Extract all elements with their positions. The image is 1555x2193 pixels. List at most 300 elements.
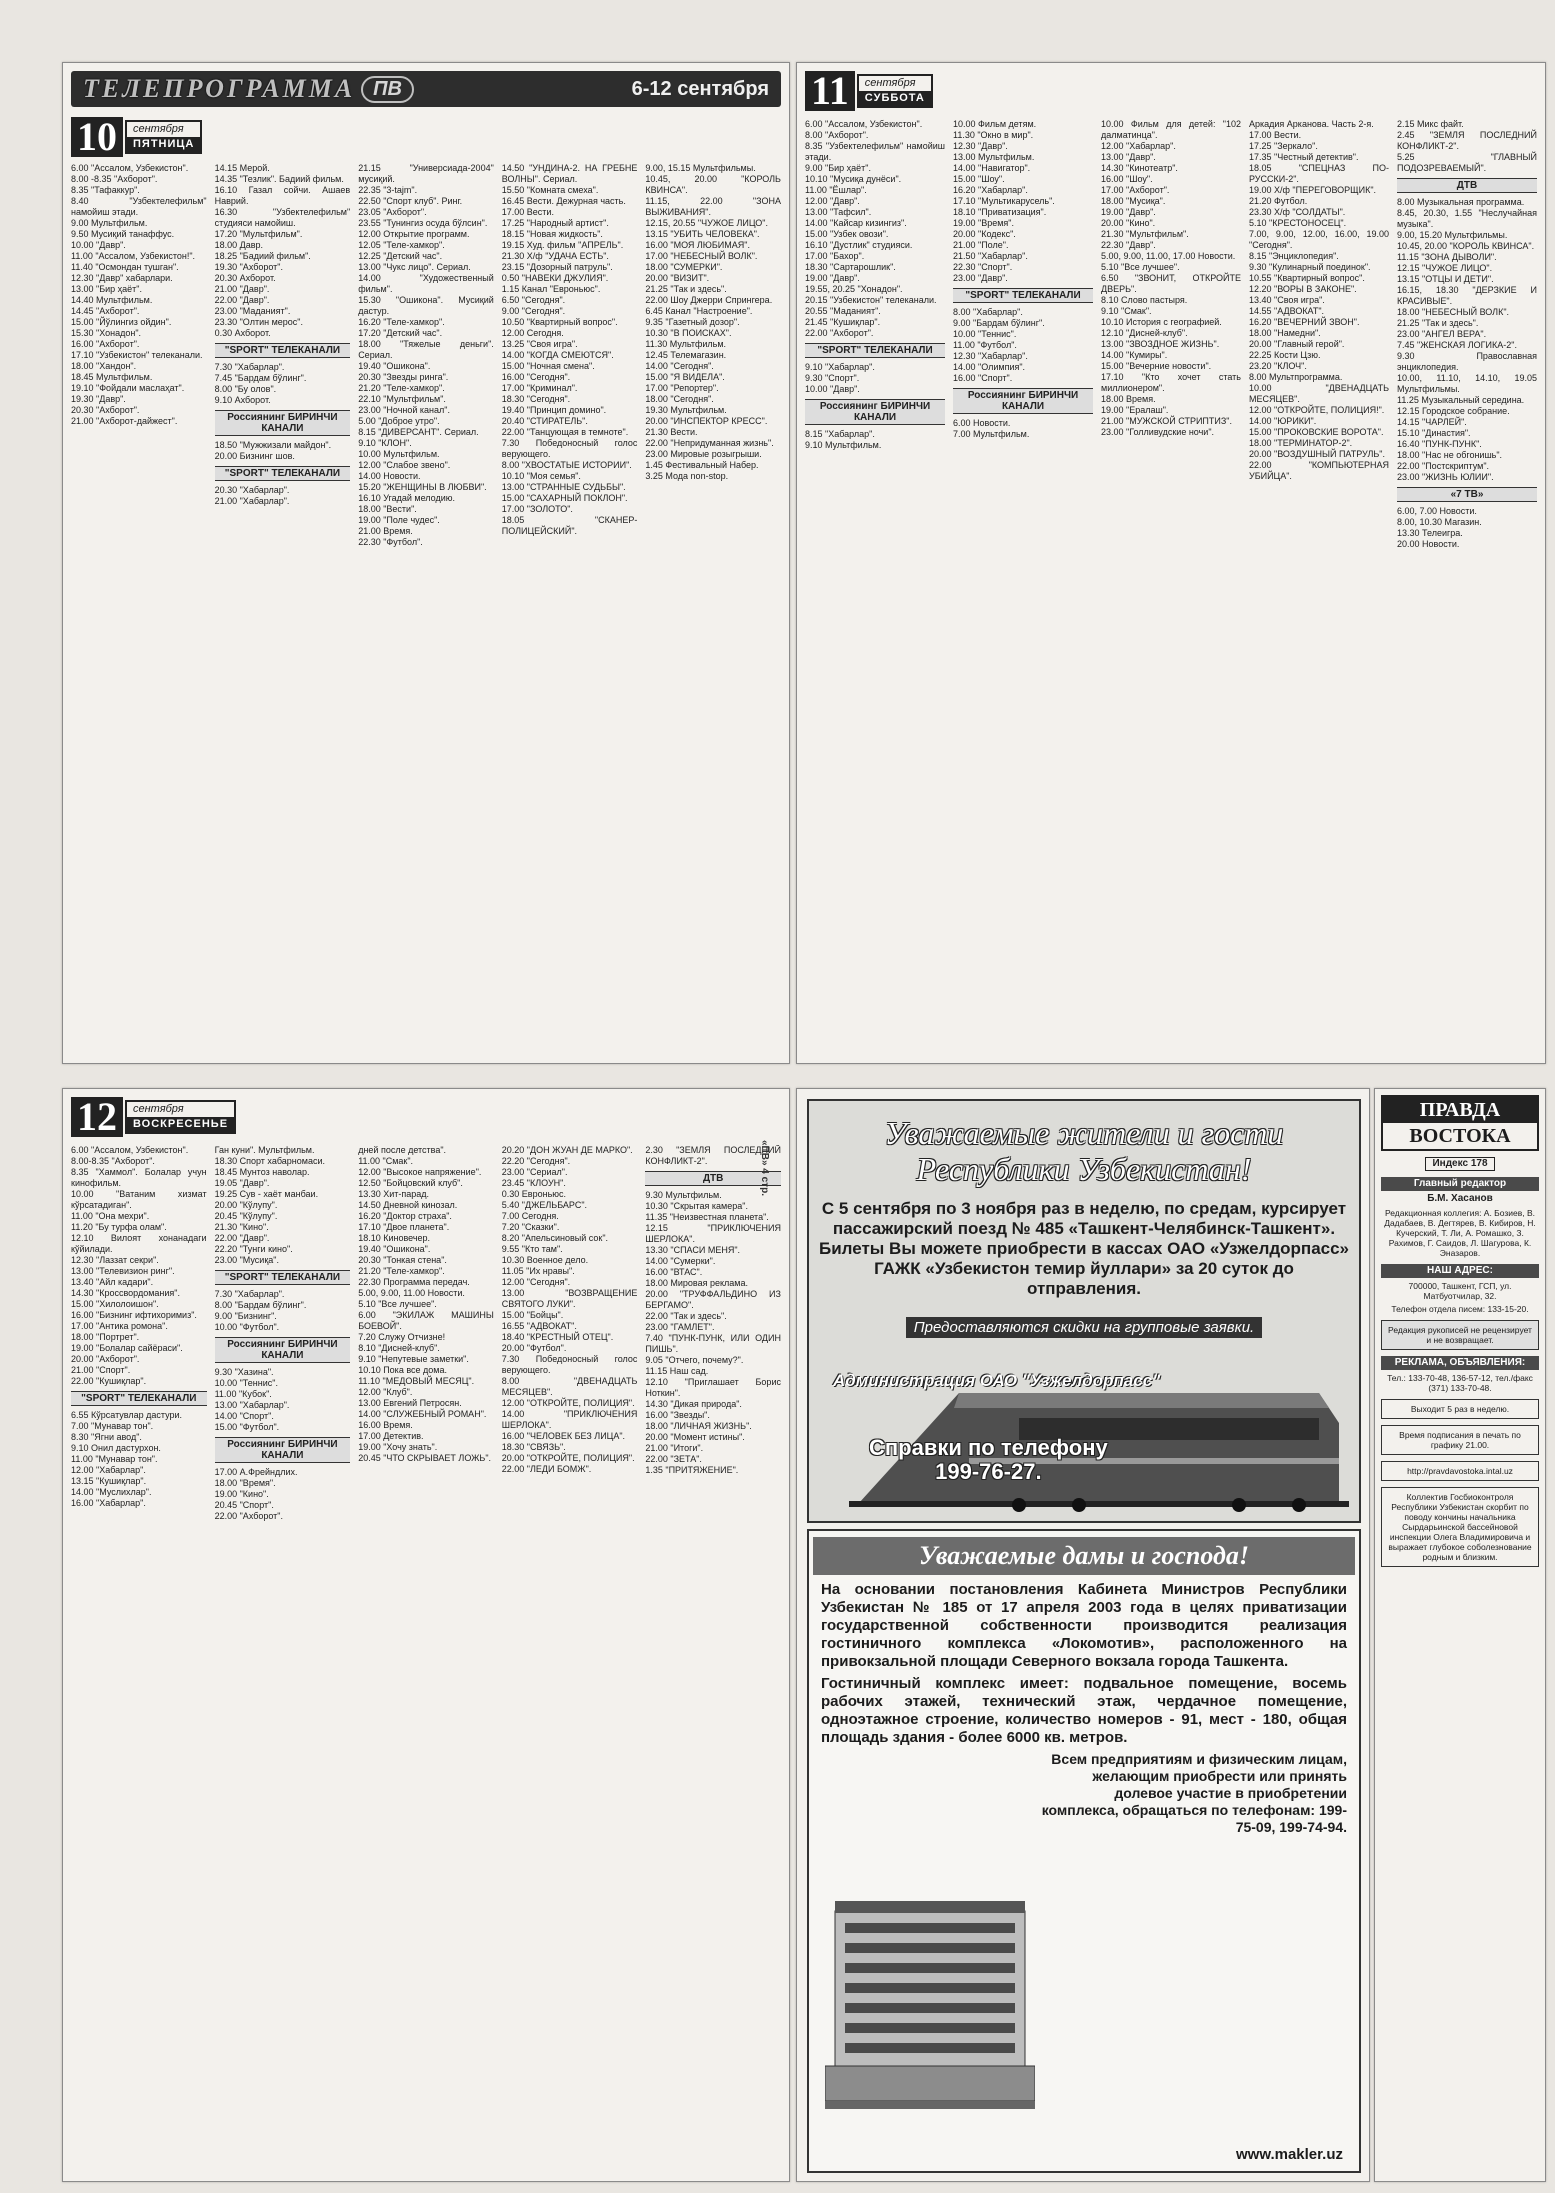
program-entry: 10.55 "Квартирный вопрос". bbox=[1249, 273, 1365, 283]
program-entry: 14.00 "КОГДА СМЕЮТСЯ". bbox=[501, 350, 614, 360]
program-entry: 16.00 "ЧЕЛОВЕК БЕЗ ЛИЦА". bbox=[501, 1431, 626, 1441]
channel-heading: ДТВ bbox=[645, 1171, 781, 1186]
train-ad-admin: Администрация ОАО "Узжелдорпасс" bbox=[833, 1371, 1161, 1390]
program-entry: 8.15 "Энциклопедия". bbox=[1249, 251, 1339, 261]
program-entry: 11.00 "Она мехри". bbox=[71, 1211, 150, 1221]
program-entry: 23.00 "Голливудские ночи". bbox=[1101, 427, 1215, 437]
schedule-column bbox=[502, 1145, 638, 2173]
program-entry: 12.30 "Давр". bbox=[953, 141, 1008, 151]
program-entry: 10.00 "Давр". bbox=[805, 384, 860, 394]
program-entry: 21.15 "Универсиада-2004" мусиқий. bbox=[358, 163, 494, 184]
program-entry: 16.00 "Бизнинг ифтихоримиз". bbox=[71, 1310, 197, 1320]
program-entry: 20.40 "СТИРАТЕЛЬ". bbox=[501, 416, 588, 426]
program-entry: 15.00 "САХАРНЫЙ ПОКЛОН". bbox=[501, 493, 628, 503]
publication-frequency: Выходит 5 раз в неделю. bbox=[1381, 1399, 1539, 1419]
program-entry: 8.00-8.35 "Ахборот". bbox=[71, 1156, 155, 1166]
program-entry: 19.10 "Фойдали маслаҳат". bbox=[71, 383, 185, 393]
program-entry: 14.00 "Художественный фильм". bbox=[358, 273, 494, 294]
program-entry: 9.10 "Смак". bbox=[1101, 306, 1152, 316]
program-entry: 16.10 Угадай мелодию. bbox=[358, 493, 455, 503]
program-entry: 7.00 Сегодня. bbox=[501, 1211, 559, 1221]
program-entry: 17.20 "Мультфильм". bbox=[214, 229, 303, 239]
program-entry: 13.00 "Хабарлар". bbox=[214, 1400, 290, 1410]
program-entry: 13.00 "ЗВОЗДНОЕ ЖИЗНЬ". bbox=[1101, 339, 1220, 349]
program-entry: 19.00 "Время". bbox=[953, 218, 1014, 228]
program-entry: 12.10 "Приглашает Борис Ноткин". bbox=[645, 1377, 781, 1398]
program-entry: 19.00 "Болалар сайёраси". bbox=[71, 1343, 183, 1353]
program-entry: 9.00 Мультфильм. bbox=[71, 218, 148, 228]
program-entry: 16.15, 18.30 "ДЕРЗКИЕ И КРАСИВЫЕ". bbox=[1397, 285, 1537, 306]
program-entry: 23.00 "Давр". bbox=[953, 273, 1008, 283]
program-entry: 15.00 "Я ВИДЕЛА". bbox=[645, 372, 725, 382]
program-entry: 13.15 "ОТЦЫ И ДЕТИ". bbox=[1397, 274, 1494, 284]
channel-heading: «7 ТВ» bbox=[1397, 487, 1537, 502]
program-entry: 22.25 Кости Цзю. bbox=[1249, 350, 1321, 360]
program-entry: 10.00 "Теннис". bbox=[953, 329, 1017, 339]
program-entry: 15.00 "Шоу". bbox=[953, 174, 1005, 184]
hotel-ad-intro: На основании постановления Кабинета Министров Республики Узбекистан № 185 от 17 апреля 2003 года в целях приватизации государственной собственности производится реализация гостиничного комплекса «Локомотив», расположенного на привокзальной площади Северного вокзала города Ташкента. bbox=[821, 1581, 1347, 1670]
program-entry: 12.50 "Бойцовский клуб". bbox=[358, 1178, 463, 1188]
program-entry: 15.00 "Йўлингиз ойдин". bbox=[71, 317, 172, 327]
banner-oval: ПВ bbox=[361, 76, 414, 103]
program-entry: 21.45 "Кушиқлар". bbox=[805, 317, 881, 327]
day-number: 11 bbox=[805, 71, 855, 111]
program-entry: 10.00, 11.10, 14.10, 19.05 Мультфильмы. bbox=[1397, 373, 1537, 394]
program-entry: 16.00 Время. bbox=[358, 1420, 413, 1430]
program-entry: 21.30 "Кино". bbox=[214, 1222, 269, 1232]
program-entry: 6.00 "ЭКИЛАЖ МАШИНЫ БОЕВОЙ". bbox=[358, 1310, 494, 1331]
page-ads bbox=[796, 1088, 1370, 2182]
program-entry: 10.00 "ДВЕНАДЦАТЬ МЕСЯЦЕВ". bbox=[1249, 383, 1389, 404]
program-entry: 20.00 "Ахборот". bbox=[71, 1354, 140, 1364]
program-entry: 14.30 "Кроссвордомания". bbox=[71, 1288, 180, 1298]
program-entry: 14.00 "Спорт". bbox=[214, 1411, 274, 1421]
program-entry: 10.30 "В ПОИСКАХ". bbox=[645, 328, 732, 338]
program-entry: 13.40 "Айл кадари". bbox=[71, 1277, 154, 1287]
program-entry: 22.30 "Футбол". bbox=[358, 537, 423, 547]
program-entry: 20.00 Бизнинг шов. bbox=[214, 451, 295, 461]
program-entry: 18.05 "СПЕЦНАЗ ПО-РУССКИ-2". bbox=[1249, 163, 1389, 184]
program-entry: 16.00 "Сегодня". bbox=[501, 372, 571, 382]
program-entry: 20.30 Ахборот. bbox=[214, 273, 276, 283]
program-entry: 12.05 "Теле-хамкор". bbox=[358, 240, 445, 250]
program-entry: 10.10 Пока все дома. bbox=[358, 1365, 447, 1375]
program-entry: 16.20 "Теле-хамкор". bbox=[358, 317, 445, 327]
program-entry: 17.00 Вести. bbox=[1249, 130, 1302, 140]
program-entry: 14.00 "ПРИКЛЮЧЕНИЯ ШЕРЛОКА". bbox=[501, 1409, 638, 1430]
program-entry: 10.00 "Ватаним хизмат кўрсатадиган". bbox=[71, 1189, 207, 1210]
program-entry: 19.00 "Кино". bbox=[214, 1489, 269, 1499]
program-entry: 15.30 "Ошикона". Мусиқий дастур. bbox=[358, 295, 494, 316]
program-entry: 22.30 Программа передач. bbox=[358, 1277, 470, 1287]
program-entry: 5.10 "Все лучшее". bbox=[358, 1299, 437, 1309]
program-entry: 11.00 "Мунавар тон". bbox=[71, 1454, 158, 1464]
program-entry: 20.00 "ВИЗИТ". bbox=[645, 273, 710, 283]
logo-line2: ВОСТОКА bbox=[1409, 1125, 1511, 1147]
website: http://pravdavostoka.intal.uz bbox=[1381, 1461, 1539, 1481]
program-entry: 6.00 "Ассалом, Узбекистон". bbox=[71, 1145, 189, 1155]
ads-heading: РЕКЛАМА, ОБЪЯВЛЕНИЯ: bbox=[1381, 1356, 1539, 1370]
program-entry: 22.35 "3-tajm". bbox=[358, 185, 418, 195]
program-entry: 8.00 "Бу олов". bbox=[214, 384, 277, 394]
program-entry: 11.15, 22.00 "ЗОНА ВЫЖИВАНИЯ". bbox=[645, 196, 781, 217]
program-entry: 19.40 "Принцип домино". bbox=[501, 405, 607, 415]
train-ad-phone-label: Справки по телефону bbox=[869, 1435, 1108, 1460]
program-entry: 16.00 "Ахборот". bbox=[71, 339, 140, 349]
program-entry: 20.15 "Узбекистон" телеканали. bbox=[805, 295, 937, 305]
schedule-column bbox=[1101, 119, 1241, 1055]
program-entry: 7.30 Победоносный голос верующего. bbox=[501, 1354, 638, 1375]
schedule-column bbox=[502, 163, 638, 1055]
program-entry: 12.00 "Давр". bbox=[805, 196, 860, 206]
program-entry: 13.00 "СТРАННЫЕ СУДЬБЫ". bbox=[501, 482, 626, 492]
schedule-column bbox=[358, 1145, 494, 2173]
program-entry: 8.00, 10.30 Магазин. bbox=[1397, 517, 1482, 527]
program-entry: 11.25 Музыкальный середина. bbox=[1397, 395, 1525, 405]
program-entry: 9.10 Ахборот. bbox=[214, 395, 271, 405]
program-entry: 22.00 Шоу Джерри Спрингера. bbox=[645, 295, 773, 305]
program-entry: 7.30 "Хабарлар". bbox=[214, 1289, 285, 1299]
day-month: сентября bbox=[864, 77, 916, 89]
program-entry: 19.25 Сув - хаёт манбаи. bbox=[214, 1189, 319, 1199]
program-entry: 12.25 "Детский час". bbox=[358, 251, 443, 261]
program-entry: 15.00 "Футбол". bbox=[214, 1422, 280, 1432]
program-entry: 14.15 Мерой. bbox=[214, 163, 270, 173]
program-entry: 22.00 "Кушиқлар". bbox=[71, 1376, 147, 1386]
day-number: 12 bbox=[71, 1097, 123, 1137]
program-entry: 7.30 "Хабарлар". bbox=[214, 362, 285, 372]
program-entry: 13.15 "УБИТЬ ЧЕЛОВЕКА". bbox=[645, 229, 760, 239]
program-entry: 10.00 "Теннис". bbox=[214, 1378, 278, 1388]
logo-line1: ПРАВДА bbox=[1383, 1097, 1537, 1123]
program-entry: 16.55 "АДВОКАТ". bbox=[501, 1321, 577, 1331]
program-entry: 18.25 "Бадиий фильм". bbox=[214, 251, 311, 261]
program-entry: 12.15 "ПРИКЛЮЧЕНИЯ ШЕРЛОКА". bbox=[645, 1223, 781, 1244]
program-entry: 5.10 "КРЕСТОНОСЕЦ". bbox=[1249, 218, 1347, 228]
program-entry: 10.10 "Мусиқа дунёси". bbox=[805, 174, 902, 184]
day-header-friday bbox=[71, 114, 202, 159]
program-entry: 23.00 "Ночной канал". bbox=[358, 405, 450, 415]
program-entry: 19.00 "Давр". bbox=[805, 273, 860, 283]
program-entry: 21.20 "Теле-хамкор". bbox=[358, 383, 445, 393]
program-entry: 12.15 Городское собрание. bbox=[1397, 406, 1510, 416]
program-entry: 23.00 "Сериал". bbox=[501, 1167, 568, 1177]
program-entry: 8.40 "Узбектелефильм" намойиш этади. bbox=[71, 196, 207, 217]
hotel-building-illustration bbox=[825, 1891, 1035, 2111]
program-entry: 12.30 "Лаззат секри". bbox=[71, 1255, 159, 1265]
program-entry: 6.00 "Ассалом, Узбекистон". bbox=[71, 163, 189, 173]
program-entry: 9.30 "Хазина". bbox=[214, 1367, 274, 1377]
schedule-column bbox=[1397, 119, 1537, 1055]
program-entry: 23.00 "АНГЕЛ ВЕРА". bbox=[1397, 329, 1487, 339]
program-entry: 8.00 -8.35 "Ахборот". bbox=[71, 174, 158, 184]
program-entry: 19.00 "Ералаш". bbox=[1101, 405, 1169, 415]
address-text: 700000, Ташкент, ГСП, ул. Матбуотчилар, 32. bbox=[1408, 1281, 1512, 1301]
program-entry: 20.30 "Тонкая стена". bbox=[358, 1255, 447, 1265]
program-entry: 14.00 "Кайсар кизингиз". bbox=[805, 218, 907, 228]
program-entry: 17.10 "Мультикарусель". bbox=[953, 196, 1055, 206]
program-entry: 8.15 "ДИВЕРСАНТ". Сериал. bbox=[358, 427, 479, 437]
channel-heading: "SPORT" ТЕЛЕКАНАЛИ bbox=[215, 1270, 351, 1285]
schedule-column bbox=[215, 163, 351, 1055]
program-entry: 18.00 Мировая реклама. bbox=[645, 1278, 748, 1288]
program-entry: 23.05 "Ахборот". bbox=[358, 207, 427, 217]
program-entry: 7.00, 9.00, 12.00, 16.00, 19.00 "Сегодня". bbox=[1249, 229, 1389, 250]
channel-heading: Россиянинг БИРИНЧИ КАНАЛИ bbox=[215, 410, 351, 436]
program-entry: 17.00 Детектив. bbox=[358, 1431, 424, 1441]
program-entry: 11.35 "Неизвестная планета". bbox=[645, 1212, 769, 1222]
program-entry: 13.00 Мультфильм. bbox=[953, 152, 1035, 162]
program-entry: 13.00 "Бир ҳаёт". bbox=[71, 284, 142, 294]
program-entry: 9.10 "Хабарлар". bbox=[805, 362, 875, 372]
hotel-advertisement bbox=[807, 1529, 1361, 2173]
program-entry: 17.00 "Бахор". bbox=[805, 251, 865, 261]
program-entry: 22.00 "Давр". bbox=[214, 1233, 270, 1243]
program-entry: 18.50 "Мужжизали майдон". bbox=[214, 440, 332, 450]
program-entry: 7.20 Служу Отчизне! bbox=[358, 1332, 446, 1342]
program-entry: 9.55 "Кто там". bbox=[501, 1244, 563, 1254]
program-entry: 22.00 "Постскриптум". bbox=[1397, 461, 1490, 471]
program-entry: 11.30 Мультфильм. bbox=[645, 339, 727, 349]
program-entry: 18.00 "ЛИЧНАЯ ЖИЗНЬ". bbox=[645, 1421, 752, 1431]
program-entry: 19.00 Х/ф "ПЕРЕГОВОРЩИК". bbox=[1249, 185, 1377, 195]
program-entry: 6.00 "Ассалом, Узбекистон". bbox=[805, 119, 923, 129]
program-entry: 17.00 "ЗОЛОТО". bbox=[501, 504, 573, 514]
program-entry: 11.00 "Смак". bbox=[358, 1156, 414, 1166]
program-entry: 12.15 "ЧУЖОЕ ЛИЦО". bbox=[1397, 263, 1493, 273]
program-entry: 22.00 "Танцующая в темноте". bbox=[501, 427, 629, 437]
program-entry: 10.00 "Футбол". bbox=[214, 1322, 280, 1332]
program-entry: 9.05 "Отчего, почему?". bbox=[645, 1355, 744, 1365]
program-entry: 14.00 "Сегодня". bbox=[645, 361, 714, 371]
program-entry: 20.00 "Футбол". bbox=[501, 1343, 567, 1353]
program-entry: 15.50 "Комната смеха". bbox=[501, 185, 599, 195]
program-entry: 13.15 "Кушиқлар". bbox=[71, 1476, 147, 1486]
program-entry: 12.15, 20.55 "ЧУЖОЕ ЛИЦО". bbox=[645, 218, 768, 228]
program-entry: 8.20 "Апельсиновый сок". bbox=[501, 1233, 609, 1243]
day-header-saturday bbox=[805, 68, 933, 113]
program-entry: 18.05 "СКАНЕР-ПОЛИЦЕЙСКИЙ". bbox=[501, 515, 638, 536]
program-entry: 9.10 "Непутевые заметки". bbox=[358, 1354, 469, 1364]
program-entry: 7.45 "ЖЕНСКАЯ ЛОГИКА-2". bbox=[1397, 340, 1517, 350]
program-entry: 11.00 "Футбол". bbox=[953, 340, 1017, 350]
program-entry: 23.00 "Маданият". bbox=[214, 306, 291, 316]
program-entry: 12.00 "Сегодня". bbox=[501, 1277, 571, 1287]
program-entry: 6.00 Новости. bbox=[953, 418, 1011, 428]
program-entry: 17.00 "Криминал". bbox=[501, 383, 578, 393]
program-entry: 14.35 "Тезлик". Бадиий фильм. bbox=[214, 174, 344, 184]
program-entry: 0.30 Евроньюс. bbox=[501, 1189, 567, 1199]
program-entry: 17.10 "Кто хочет стать миллионером". bbox=[1101, 372, 1241, 393]
hotel-ad-details: Гостиничный комплекс имеет: подвальное помещение, восемь рабочих этажей, технический этаж, чердачное помещение, одноэтажное строение, количество номеров - 91, мест - 180, общая площадь здания - более 6000 кв. метров. bbox=[821, 1675, 1347, 1746]
program-entry: 18.00 "ТЕРМИНАТОР-2". bbox=[1249, 438, 1353, 448]
program-entry: 3.25 Мода non-stop. bbox=[645, 471, 729, 481]
program-entry: 22.30 "Давр". bbox=[1101, 240, 1156, 250]
program-entry: 18.00 "Портрет". bbox=[71, 1332, 140, 1342]
program-entry: 15.00 "Вечерние новости". bbox=[1101, 361, 1212, 371]
program-entry: 19.55, 20.25 "Хонадон". bbox=[805, 284, 903, 294]
day-month: сентября bbox=[133, 123, 184, 135]
program-entry: 11.15 Наш сад. bbox=[645, 1366, 709, 1376]
program-entry: 10.50 "Квартирный вопрос". bbox=[501, 317, 618, 327]
hotel-ad-headline: Уважаемые дамы и господа! bbox=[813, 1537, 1355, 1575]
program-entry: 5.00 "Доброе утро". bbox=[358, 416, 440, 426]
program-entry: 16.20 "ВЕЧЕРНИЙ ЗВОН". bbox=[1249, 317, 1360, 327]
program-entry: 18.00 "Сегодня". bbox=[645, 394, 714, 404]
program-entry: 9.00 "Бизнинг". bbox=[214, 1311, 277, 1321]
program-entry: 18.10 "Приватизация". bbox=[953, 207, 1047, 217]
program-entry: 7.45 "Бардам бўлинг". bbox=[214, 373, 307, 383]
channel-heading: ДТВ bbox=[1397, 178, 1537, 193]
program-entry: 8.00 "Ахборот". bbox=[805, 130, 869, 140]
program-entry: 22.20 "Сегодня". bbox=[501, 1156, 571, 1166]
program-entry: 14.00 "СЛУЖЕБНЫЙ РОМАН". bbox=[358, 1409, 487, 1419]
program-entry: 9.30 "Кулинарный поединок". bbox=[1249, 262, 1371, 272]
program-entry: 21.00 "Поле". bbox=[953, 240, 1009, 250]
program-entry: 22.00 "КОМПЬЮТЕРНАЯ УБИЙЦА". bbox=[1249, 460, 1389, 481]
program-entry: 8.00 "ХВОСТАТЫЕ ИСТОРИИ". bbox=[501, 460, 632, 470]
banner-logo: ТЕЛЕПРОГРАММА bbox=[83, 74, 356, 103]
schedule-column bbox=[71, 163, 207, 1055]
program-entry: 10.30 Военное дело. bbox=[501, 1255, 589, 1265]
program-entry: 22.00 "Ахборот". bbox=[805, 328, 874, 338]
program-entry: 13.00 Евгений Петросян. bbox=[358, 1398, 462, 1408]
program-entry: 10.45, 20.00 "КОРОЛЬ КВИНСА". bbox=[645, 174, 781, 195]
program-entry: 11.00 "Ёшлар". bbox=[805, 185, 867, 195]
program-entry: 10.30 "Скрытая камера". bbox=[645, 1201, 748, 1211]
program-entry: 23.20 "КЛОЧ". bbox=[1249, 361, 1307, 371]
program-entry: 9.30 "Спорт". bbox=[805, 373, 860, 383]
program-entry: 16.00 "Спорт". bbox=[953, 373, 1013, 383]
program-entry: Ган куни". Мультфильм. bbox=[214, 1145, 315, 1155]
program-entry: 18.00 "Намедни". bbox=[1249, 328, 1321, 338]
program-entry: 22.00 "Давр". bbox=[214, 295, 270, 305]
channel-heading: Россиянинг БИРИНЧИ КАНАЛИ bbox=[215, 1337, 351, 1363]
program-entry: 12.00 "Клуб". bbox=[358, 1387, 413, 1397]
program-entry: 6.50 "ЗВОНИТ, ОТКРОЙТЕ ДВЕРЬ". bbox=[1101, 273, 1241, 294]
channel-heading: "SPORT" ТЕЛЕКАНАЛИ bbox=[805, 343, 945, 358]
program-entry: 17.10 "Узбекистон" телеканали. bbox=[71, 350, 203, 360]
program-entry: 13.30 Телеигра. bbox=[1397, 528, 1463, 538]
program-entry: 14.00 "Кумиры". bbox=[1101, 350, 1168, 360]
program-entry: 13.00 "Тафсил". bbox=[805, 207, 872, 217]
program-entry: 14.15 "ЧАРЛЕЙ". bbox=[1397, 417, 1467, 427]
address-heading: НАШ АДРЕС: bbox=[1381, 1264, 1539, 1278]
program-entry: 9.00, 15.15 Мультфильмы. bbox=[645, 163, 756, 173]
program-entry: 19.40 "Ошикона". bbox=[358, 361, 431, 371]
schedule-column bbox=[71, 1145, 207, 2173]
program-entry: 13.00 "Чукс лицо". Сериал. bbox=[358, 262, 471, 272]
program-entry: 11.00 "Кубок". bbox=[214, 1389, 272, 1399]
program-entry: 23.45 "КЛОУН". bbox=[501, 1178, 566, 1188]
program-entry: 21.20 "Теле-хамкор". bbox=[358, 1266, 445, 1276]
program-entry: 17.25 "Народный артист". bbox=[501, 218, 609, 228]
schedule-columns-friday bbox=[71, 163, 781, 1055]
program-entry: 18.00 "НЕБЕСНЫЙ ВОЛК". bbox=[1397, 307, 1510, 317]
program-entry: 22.50 "Спорт клуб". Ринг. bbox=[358, 196, 463, 206]
program-entry: 23.30 Х/ф "СОЛДАТЫ". bbox=[1249, 207, 1346, 217]
program-entry: 2.45 "ЗЕМЛЯ ПОСЛЕДНИЙ КОНФЛИКТ-2". bbox=[1397, 130, 1537, 151]
program-entry: 20.00 "ОТКРОЙТЕ, ПОЛИЦИЯ". bbox=[501, 1453, 635, 1463]
print-time: Время подписания в печать по графику 21.00. bbox=[1381, 1425, 1539, 1455]
program-entry: 22.30 "Спорт". bbox=[953, 262, 1013, 272]
program-entry: 13.30 Хит-парад. bbox=[358, 1189, 430, 1199]
program-entry: 21.25 "Так и здесь". bbox=[1397, 318, 1479, 328]
program-entry: 21.30 "Мультфильм". bbox=[1101, 229, 1189, 239]
program-entry: 9.30 Православная энциклопедия. bbox=[1397, 351, 1537, 372]
disclaimer: Редакция рукописей не рецензирует и не возвращает. bbox=[1381, 1320, 1539, 1350]
program-entry: 18.30 "Сегодня". bbox=[501, 394, 571, 404]
day-number: 10 bbox=[71, 117, 123, 157]
program-entry: 18.00 Время. bbox=[1101, 394, 1156, 404]
train-ad-body: С 5 сентября по 3 ноября раз в неделю, по средам, курсирует пассажирский поезд № 485 «Ташкент-Челябинск-Ташкент». Билеты Вы можете приобрести в кассах ОАО «Узжелдорпасс» ГАЖК «Узбекистон темир йуллари» за 20 суток до отправления. bbox=[819, 1199, 1350, 1298]
program-entry: 16.00 "Шоу". bbox=[1101, 174, 1153, 184]
schedule-column bbox=[645, 163, 781, 1055]
program-entry: 20.00 "ВОЗДУШНЫЙ ПАТРУЛЬ". bbox=[1249, 449, 1385, 459]
program-entry: 16.40 "ПУНК-ПУНК". bbox=[1397, 439, 1482, 449]
program-entry: 7.30 Победоносный голос верующего. bbox=[501, 438, 638, 459]
program-entry: 21.25 "Так и здесь". bbox=[645, 284, 727, 294]
program-entry: 17.35 "Честный детектив". bbox=[1249, 152, 1359, 162]
program-entry: 14.00 "Муслихлар". bbox=[71, 1487, 152, 1497]
program-entry: 12.00 "Высокое напряжение". bbox=[358, 1167, 482, 1177]
program-entry: 18.00 "Вести". bbox=[358, 504, 417, 514]
program-entry: 20.00 "Кодекс". bbox=[953, 229, 1016, 239]
program-entry: 17.10 "Двое планета". bbox=[358, 1222, 450, 1232]
day-weekday: ПЯТНИЦА bbox=[127, 137, 200, 152]
program-entry: 11.15 "ЗОНА ДЫВОЛИ". bbox=[1397, 252, 1497, 262]
program-entry: 23.15 "Дозорный патруль". bbox=[501, 262, 613, 272]
program-entry: 18.00 Давр. bbox=[214, 240, 264, 250]
schedule-column bbox=[215, 1145, 351, 2173]
schedule-columns-sunday bbox=[71, 1145, 781, 2173]
channel-heading: "SPORT" ТЕЛЕКАНАЛИ bbox=[953, 288, 1093, 303]
page-saturday bbox=[796, 62, 1546, 1064]
program-entry: 14.50 "УНДИНА-2. НА ГРЕБНЕ ВОЛНЫ". Сериал. bbox=[501, 163, 638, 184]
program-entry: 12.00 "Слабое звено". bbox=[358, 460, 451, 470]
hotel-ad-website: www.makler.uz bbox=[1236, 2146, 1343, 2163]
program-entry: 23.00 "ЖИЗНЬ ЮЛИИ". bbox=[1397, 472, 1494, 482]
program-entry: 22.00 "Непридуманная жизнь". bbox=[645, 438, 774, 448]
program-entry: 2.15 Микс файт. bbox=[1397, 119, 1464, 129]
program-entry: 18.40 "КРЕСТНЫЙ ОТЕЦ". bbox=[501, 1332, 614, 1342]
program-entry: 17.00 "НЕБЕСНЫЙ ВОЛК". bbox=[645, 251, 758, 261]
schedule-column bbox=[358, 163, 494, 1055]
program-entry: 21.00 "Спорт". bbox=[71, 1365, 131, 1375]
page-sunday bbox=[62, 1088, 790, 2182]
program-entry: 23.00 "Мусиқа". bbox=[214, 1255, 279, 1265]
program-entry: 14.55 "АДВОКАТ". bbox=[1249, 306, 1325, 316]
program-entry: 13.00 "ВОЗВРАЩЕНИЕ СВЯТОГО ЛУКИ". bbox=[501, 1288, 638, 1309]
program-entry: 16.00 "Хабарлар". bbox=[71, 1498, 146, 1508]
program-entry: 6.00, 7.00 Новости. bbox=[1397, 506, 1477, 516]
program-entry: 16.00 "Звезды". bbox=[645, 1410, 710, 1420]
program-entry: 8.00 "ДВЕНАДЦАТЬ МЕСЯЦЕВ". bbox=[501, 1376, 638, 1397]
page-friday bbox=[62, 62, 790, 1064]
program-entry: 21.00 "МУЖСКОЙ СТРИПТИЗ". bbox=[1101, 416, 1232, 426]
program-entry: 21.50 "Хабарлар". bbox=[953, 251, 1028, 261]
program-entry: 12.45 Телемагазин. bbox=[645, 350, 727, 360]
program-entry: 12.10 "Дисней-клуб". bbox=[1101, 328, 1188, 338]
train-advertisement bbox=[807, 1099, 1361, 1523]
day-month: сентября bbox=[133, 1103, 184, 1115]
program-entry: 20.20 "ДОН ЖУАН ДЕ МАРКО". bbox=[501, 1145, 633, 1155]
program-entry: 20.45 "Кўлупу". bbox=[214, 1211, 278, 1221]
day-weekday: СУББОТА bbox=[859, 91, 931, 106]
program-entry: 12.00 Сегодня. bbox=[501, 328, 564, 338]
program-entry: дней после детства". bbox=[358, 1145, 447, 1155]
program-entry: 13.25 "Своя игра". bbox=[501, 339, 578, 349]
